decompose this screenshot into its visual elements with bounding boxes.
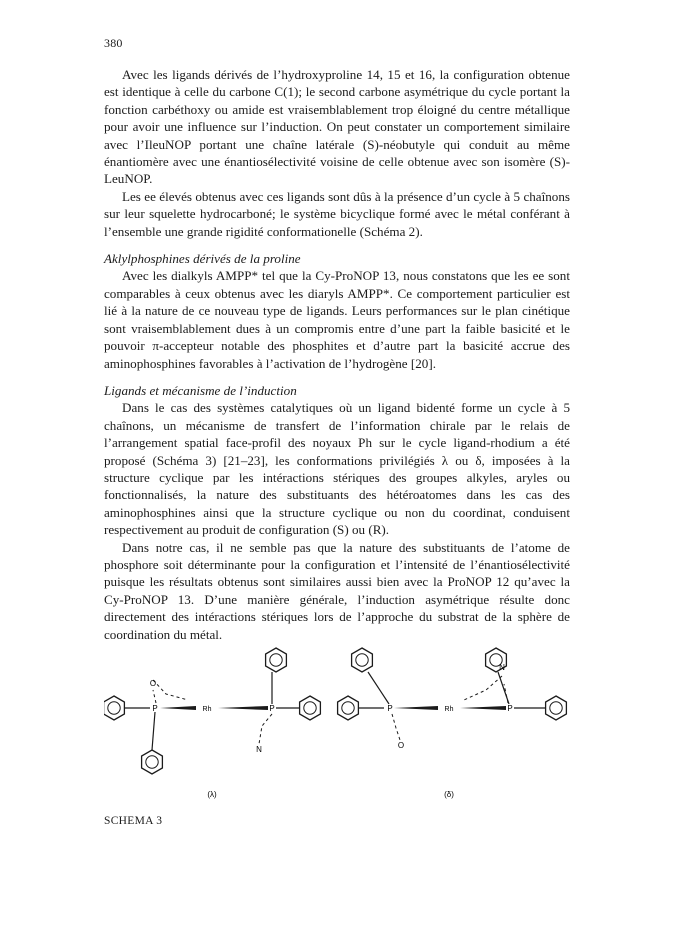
rhodium-label: Rh: [444, 706, 454, 713]
phosphorus-label: P: [269, 704, 275, 713]
article-body: [104, 66, 570, 643]
paragraph: Dans notre cas, il ne semble pas que la nature des substituants de l’atome de phosphore soit déterminante pour la configuration et l’intensité de l’énantiosélectivité puisque les résultats obtenus sont similaires aussi bien avec la ProNOP 12 qu’avec la Cy-ProNOP 13. D’une manière générale, l’induction asymétrique résulte donc directement des intéractions stériques lors de l’approche du substrat de la sphère de coordination du métal.: [104, 539, 570, 642]
conformer-label: (δ): [444, 790, 454, 799]
oxygen-label: O: [397, 741, 405, 750]
paragraph: Dans le cas des systèmes catalytiques où un ligand bidenté forme un cycle à 5 chaînons, un mécanisme de transfert de l’information chirale par le relais de l’arrangement spatial face-profil des noyaux Ph sur le cycle ligand-rhodium a été proposé (Schéma 3) [21–23], les conformations privilégiés λ ou δ, imposées à la structure cyclique par les intéractions stériques des groupes alkyles, aryles ou fonctionnalisés, la nature des substituants des hétéroatomes dans les cas des aminophosphines ainsi que la structure cyclique ou non du coordinat, conduisent respectivement au produit de configuration (S) ou (R).: [104, 400, 570, 538]
phosphorus-label: P: [387, 704, 393, 713]
delta-conformer: [338, 648, 567, 799]
phenyl-ring-icon: [104, 696, 124, 720]
section-heading: Aklylphosphines dérivés de la proline: [104, 251, 301, 267]
rhodium-label: Rh: [202, 706, 212, 713]
paragraph: Avec les ligands dérivés de l’hydroxyproline 14, 15 et 16, la configuration obtenue est identique à celle du carbone C(1); le second carbone asymétrique du cycle portant la fonction carbéthoxy ou amide est vraisemblablement trop éloigné du centre métallique pour avoir une influence sur l’induction. On peut constater un comportement similaire avec l’IleuNOP portant une chaîne latérale (S)-néobutyle qui conduit au même énantiomère avec une énantiosélectivité voisine de celle obtenue avec son isomère (S)-LeuNOP.: [104, 67, 570, 187]
section-heading: Ligands et mécanisme de l’induction: [104, 382, 297, 398]
nitrogen-label: N: [256, 745, 262, 754]
phenyl-ring-icon: [142, 750, 163, 774]
scheme-3-figure: [104, 632, 604, 812]
page-number: 380: [104, 36, 123, 50]
figure-caption: SCHEMA 3: [104, 815, 163, 827]
oxygen-label: O: [149, 679, 157, 688]
paragraph: Avec les dialkyls AMPP* tel que la Cy-ProNOP 13, nous constatons que les ee sont comparables à ceux obtenus avec les diaryls AMPP*. Ce comportement particulier est lié à la nature de ce nouveau type de ligands. Leurs performances sur le plan cinétique sont vraisemblablement dues à un compromis entre d’une part la faible basicité et le pouvoir π-accepteur notable des phosphites et d’autre part la basicité accrue des aminophosphines favorables à l’activation de l’hydrogène [20].: [104, 268, 570, 371]
phosphorus-label: P: [152, 704, 158, 713]
nitrogen-label: N: [499, 663, 505, 672]
phosphorus-label: P: [507, 704, 513, 713]
phenyl-ring-icon: [546, 696, 567, 720]
phenyl-ring-icon: [338, 696, 359, 720]
phenyl-ring-icon: [352, 648, 373, 672]
conformer-label: (λ): [207, 790, 217, 799]
paragraph: Les ee élevés obtenus avec ces ligands sont dûs à la présence d’un cycle à 5 chaînons sur leur squelette hydrocarboné; le système bicyclique formé avec le métal conférant à l’ensemble une grande rigidité conformationelle (Schéma 2).: [104, 188, 570, 239]
phenyl-ring-icon: [300, 696, 321, 720]
lambda-conformer: [104, 648, 320, 799]
phenyl-ring-icon: [266, 648, 287, 672]
